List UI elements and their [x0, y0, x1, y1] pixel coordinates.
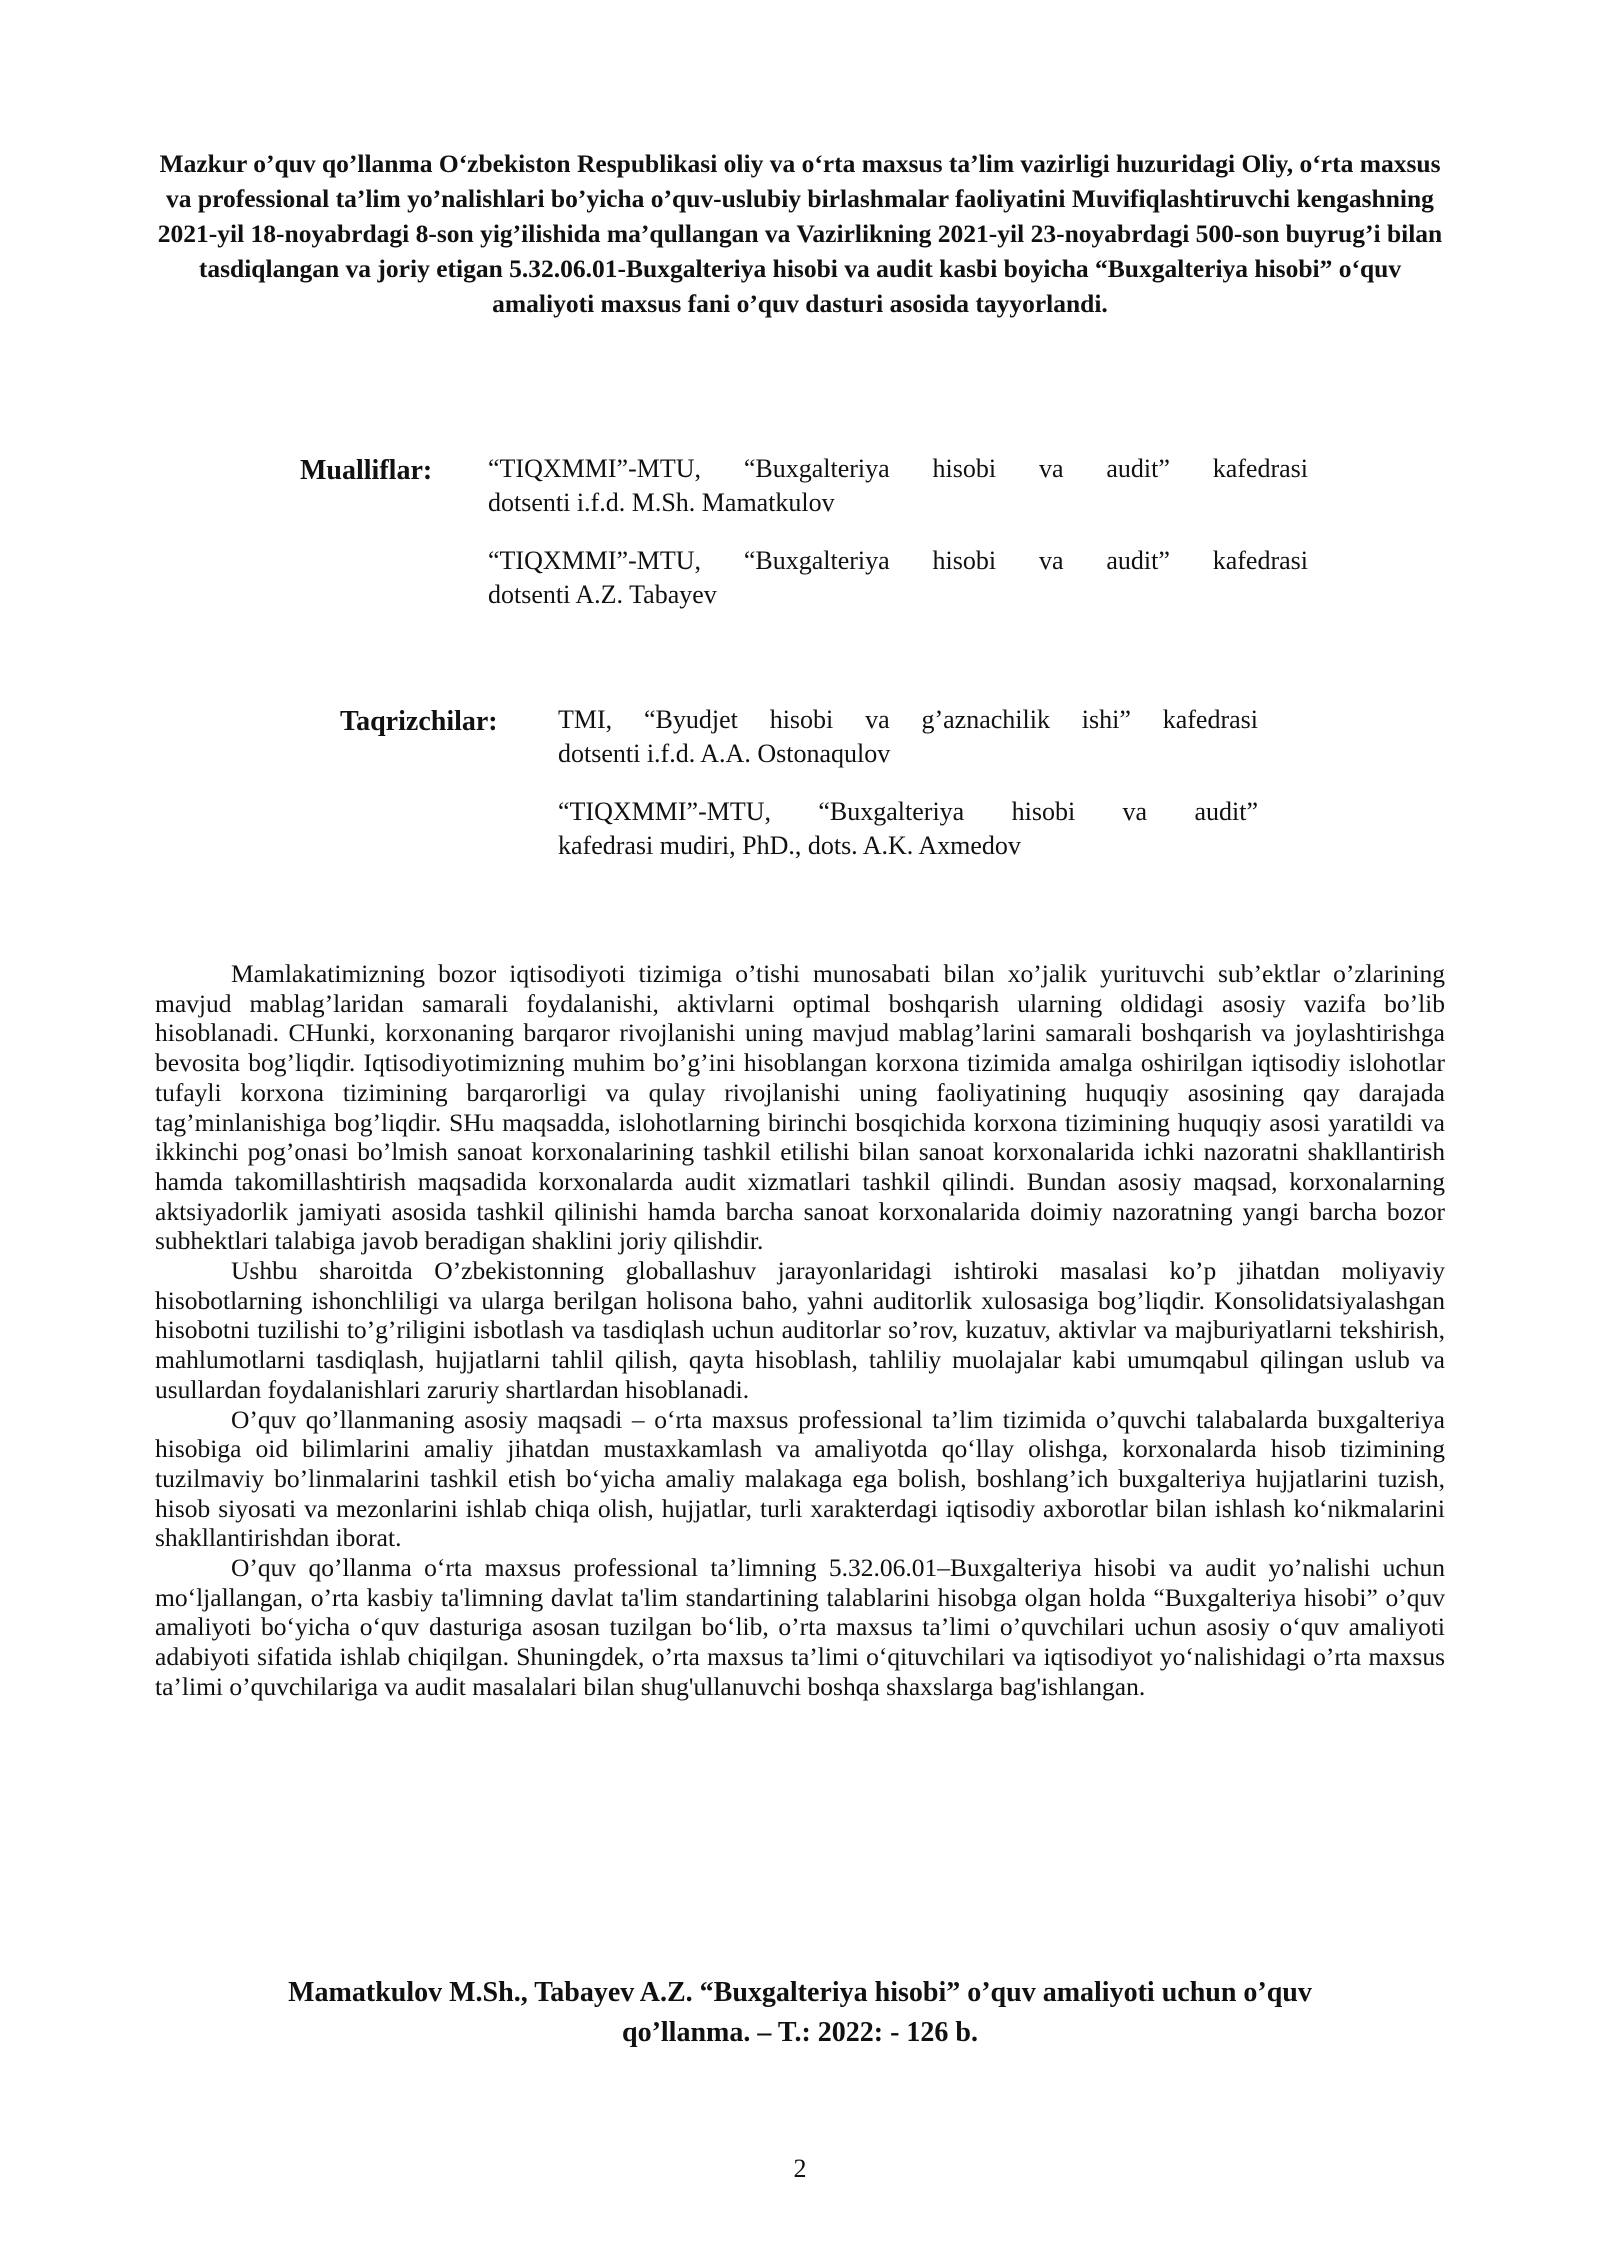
reviewer-name: kafedrasi mudiri, PhD., dots. A.K. Axmedov: [558, 831, 1021, 860]
reviewer-affiliation: “TIQXMMI”-MTU, “Buxgalteriya hisobi va audit”: [558, 797, 1258, 826]
approval-statement: Mazkur o’quv qo’llanma O‘zbekiston Respublikasi oliy va o‘rta maxsus ta’lim vazirligi huzuridagi Oliy, o‘rta maxsus va professional ta’lim yo’nalishlari bo’yicha o’quv-uslubiy birlashmalar faoliyatini Muvifiqlashtiruvchi kengashning 2021-yil 18-noyabrdagi 8-son yig’ilishida ma’qullangan va Vazirlikning 2021-yil 23-noyabrdagi 500-son buyrug’i bilan tasdiqlangan va joriy etigan 5.32.06.01-Buxgalteriya hisobi va audit kasbi boyicha “Buxgalteriya hisobi” o‘quv amaliyoti maxsus fani o’quv dasturi asosida tayyorlandi.: [157, 149, 1443, 318]
bibliographic-citation: [155, 1973, 1445, 2053]
reviewers-label: Taqrizchilar:: [340, 706, 498, 737]
body-paragraph: O’quv qo’llanmaning asosiy maqsadi – o‘rta maxsus professional ta’lim tizimida o’quvchi talabalarda buxgalteriya hisobiga oid bilimlarini amaliy jihatdan mustaxkamlash va amaliyotda qo‘llay olishga, korxonalarda hisob tizimining tuzilmaviy bo’linmalarini tashkil etish bo‘yicha amaliy malakaga ega bolish, boshlang’ich buxgalteriya hujjatlarini tuzish, hisob siyosati va mezonlarini ishlab chiqa olish, hujjatlar, turli xarakterdagi iqtisodiy axborotlar bilan ishlash ko‘nikmalarini shakllantirishdan iborat.: [155, 1404, 1445, 1553]
authors-section: [300, 452, 1308, 636]
author-entry: [488, 544, 1308, 612]
page-number: 2: [793, 2154, 807, 2183]
author-name: dotsenti A.Z. Tabayev: [488, 580, 717, 609]
reviewer-entry: [558, 795, 1258, 863]
author-affiliation: “TIQXMMI”-MTU, “Buxgalteriya hisobi va audit” kafedrasi: [488, 454, 1308, 483]
author-name: dotsenti i.f.d. M.Sh. Mamatkulov: [488, 488, 835, 517]
reviewer-name: dotsenti i.f.d. A.A. Ostonaqulov: [558, 739, 891, 768]
reviewer-entry: [558, 703, 1258, 771]
body-paragraph: O’quv qo’llanma o‘rta maxsus professional ta’limning 5.32.06.01–Buxgalteriya hisobi va audit yo’nalishi uchun mo‘ljallangan, o’rta kasbiy ta'limning davlat ta'lim standartining talablarini hisobga olgan holda “Buxgalteriya hisobi” o’quv amaliyoti bo‘yicha o‘quv dasturiga asosan tuzilgan bo‘lib, o’rta maxsus ta’limi o’quvchilari uchun asosiy o‘quv amaliyoti adabiyoti sifatida ishlab chiqilgan. Shuningdek, o’rta maxsus ta’limi o‘qituvchilari va iqtisodiyot yo‘nalishidagi o’rta maxsus ta’limi o’quvchilariga va audit masalalari bilan shug'ullanuvchi boshqa shaxslarga bag'ishlangan.: [155, 1553, 1445, 1701]
authors-label: Mualliflar:: [300, 455, 433, 486]
reviewers-section: [340, 703, 1258, 887]
body-paragraph: Ushbu sharoitda O’zbekistonning globallashuv jarayonlaridagi ishtiroki masalasi ko’p jihatdan moliyaviy hisobotlarning ishonchliligi va ularga berilgan holisona baho, yahni auditorlik xulosasiga bog’liqdir. Konsolidatsiyalashgan hisobotni tuzilishi to’g’riligini isbotlash va tasdiqlash uchun auditorlar so’rov, kuzatuv, aktivlar va majburiyatlarni tekshirish, mahlumotlarni tasdiqlash, hujjatlarni tahlil qilish, qayta hisoblash, tahliliy muolajalar kabi umumqabul qilingan uslub va usullardan foydalanishlari zaruriy shartlardan hisoblanadi.: [155, 1256, 1445, 1404]
reviewer-affiliation: TMI, “Byudjet hisobi va g’aznachilik ishi” kafedrasi: [558, 705, 1258, 734]
body-paragraph: Mamlakatimizning bozor iqtisodiyoti tizimiga o’tishi munosabati bilan xo’jalik yurituvchi sub’ektlar o’zlarining mavjud mablag’laridan samarali foydalanishi, aktivlarni optimal boshqarish ularning oldidagi asosiy vazifa bo’lib hisoblanadi. CHunki, korxonaning barqaror rivojlanishi uning mavjud mablag’larini samarali boshqarish va joylashtirishga bevosita bog’liqdir. Iqtisodiyotimizning muhim bo’g’ini hisoblangan korxona tizimida amalga oshirilgan iqtisodiy islohotlar tufayli korxona tizimining barqarorligi va qulay rivojlanishi uning faoliyatining huquqiy asosining qay darajada tag’minlanishiga bog’liqdir. SHu maqsadda, islohotlarning birinchi bosqichida korxona tizimining huquqiy asosi yaratildi va ikkinchi pog’onasi bo’lmish sanoat korxonalarining tashkil etilishi bilan sanoat korxonalarida ichki nazoratni shakllantirish hamda takomillashtirish maqsadida korxonalarda audit xizmatlari tashkil qilindi. Bundan asosiy maqsad, korxonalarning aktsiyadorlik jamiyati asosida tashkil qilinishi hamda barcha sanoat korxonalarida doimiy nazoratning yangi barcha bozor subhektlari talabiga javob beradigan shaklini joriy qilishdir.: [155, 959, 1445, 1256]
author-entry: [488, 452, 1308, 520]
author-affiliation: “TIQXMMI”-MTU, “Buxgalteriya hisobi va audit” kafedrasi: [488, 546, 1308, 575]
citation-line: qo’llanma. – T.: 2022: - 126 b.: [622, 2017, 978, 2048]
reviewers-list: [558, 703, 1258, 887]
citation-line: Mamatkulov M.Sh., Tabayev A.Z. “Buxgalteriya hisobi” o’quv amaliyoti uchun o’quv: [288, 1977, 1312, 2008]
authors-list: [488, 452, 1308, 636]
annotation-body: [155, 959, 1445, 1702]
